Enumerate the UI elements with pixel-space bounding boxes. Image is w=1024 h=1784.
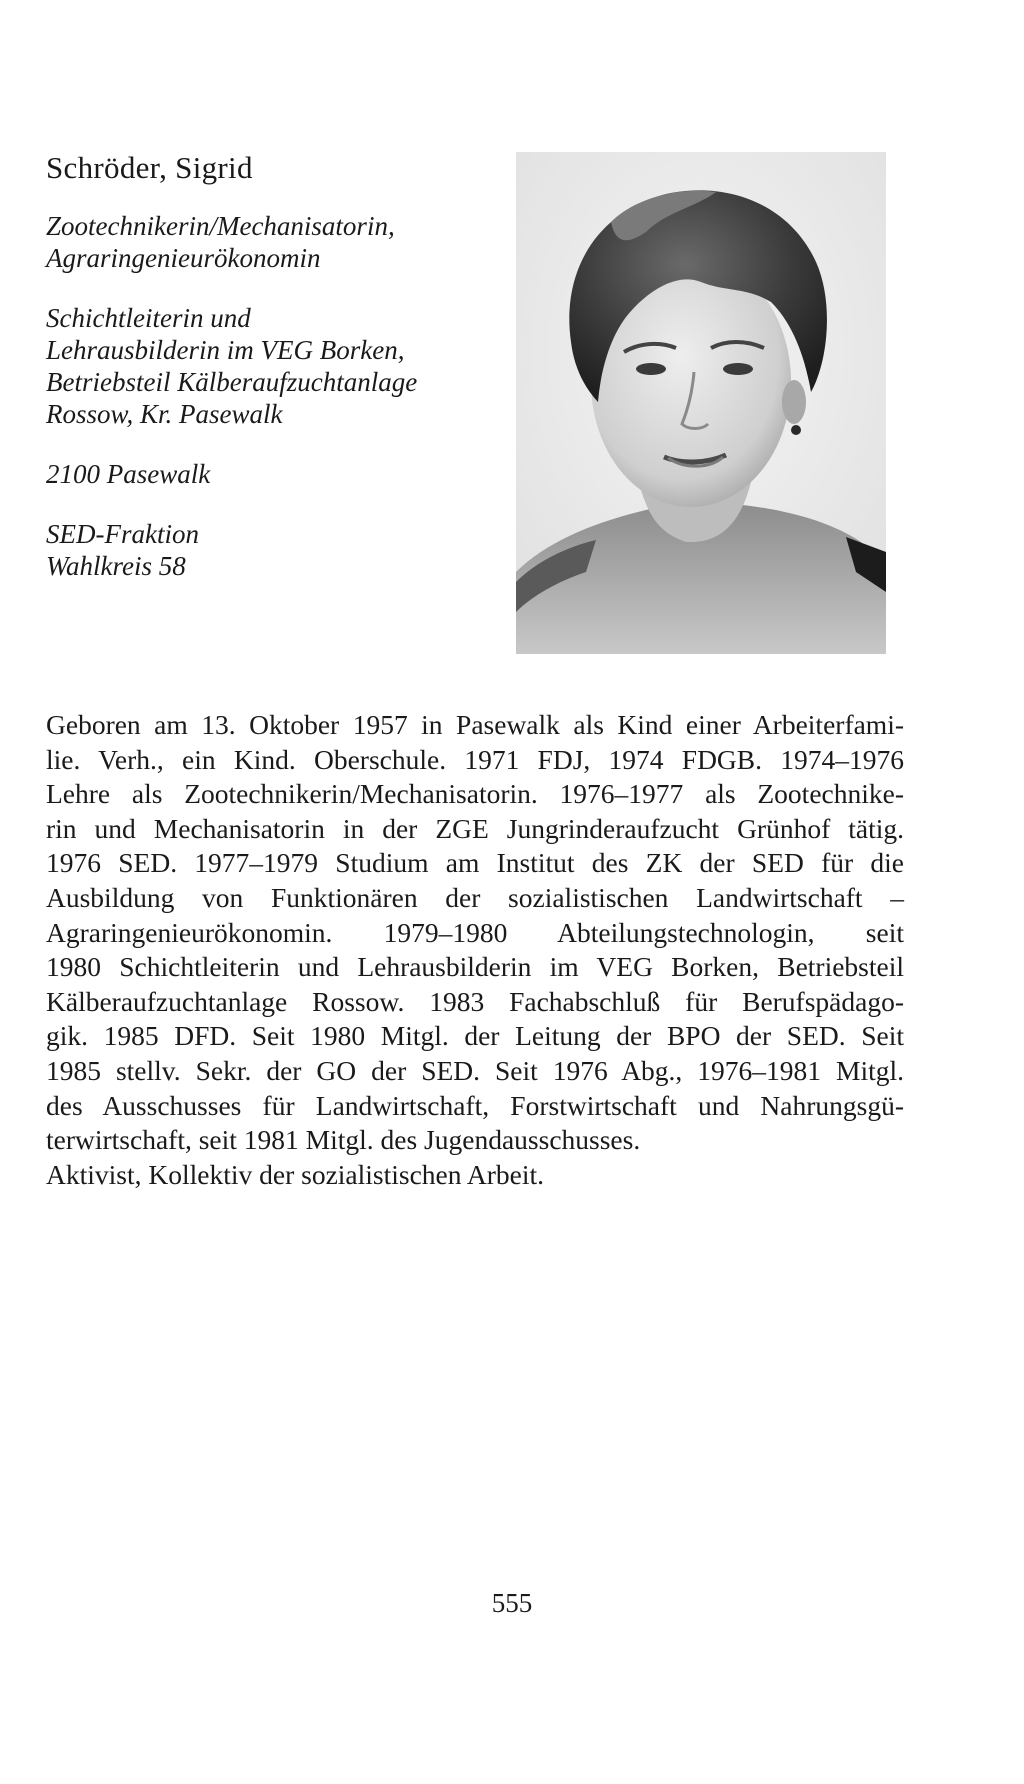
portrait-photo xyxy=(516,152,886,654)
profession-line: Agraringenieurökonomin xyxy=(46,243,321,273)
biography-line: Lehre als Zootechnikerin/Mechanisatorin. 1976–1977 als Zootechnike- xyxy=(46,778,904,810)
position-line: Betriebsteil Kälberaufzuchtanlage xyxy=(46,367,418,397)
biography-line: des Ausschusses für Landwirtschaft, Forstwirtschaft und Nahrungsgü- xyxy=(46,1089,904,1121)
biography-line: Kälberaufzuchtanlage Rossow. 1983 Fachabschluß für Berufspädago- xyxy=(46,985,904,1017)
page-number: 555 xyxy=(491,1588,533,1618)
person-name: Schröder, Sigrid xyxy=(46,150,253,185)
profession-line: Zootechnikerin/Mechanisatorin, xyxy=(46,211,395,241)
position-line: Schichtleiterin und xyxy=(46,303,251,333)
biography-line: Geboren am 13. Oktober 1957 in Pasewalk als Kind einer Arbeiterfami- xyxy=(46,709,904,740)
biography-line: lie. Verh., ein Kind. Oberschule. 1971 FDJ, 1974 FDGB. 1974–1976 xyxy=(46,743,904,775)
portrait-illustration xyxy=(516,152,886,654)
faction-line: SED-Fraktion xyxy=(46,519,199,549)
biography-line: rin und Mechanisatorin in der ZGE Jungrinderaufzucht Grünhof tätig. xyxy=(46,812,904,844)
biography-line: 1980 Schichtleiterin und Lehrausbilderin im VEG Borken, Betriebsteil xyxy=(46,951,904,983)
person-details xyxy=(46,210,516,610)
biography-line: Aktivist, Kollektiv der sozialistischen Arbeit. xyxy=(46,1158,544,1190)
biography-line: terwirtschaft, seit 1981 Mitgl. des Jugendausschusses. xyxy=(46,1124,641,1156)
faction xyxy=(46,518,516,582)
position-line: Rossow, Kr. Pasewalk xyxy=(46,399,283,429)
address xyxy=(46,458,516,490)
address-line: 2100 Pasewalk xyxy=(46,459,211,489)
biography-text xyxy=(46,708,904,1192)
profession xyxy=(46,210,516,274)
biography-line: gik. 1985 DFD. Seit 1980 Mitgl. der Leitung der BPO der SED. Seit xyxy=(46,1020,904,1052)
biography-line: 1976 SED. 1977–1979 Studium am Institut des ZK der SED für die xyxy=(46,847,904,879)
position-line: Lehrausbilderin im VEG Borken, xyxy=(46,335,405,365)
position xyxy=(46,302,516,430)
faction-line: Wahlkreis 58 xyxy=(46,551,186,581)
biography-line: Ausbildung von Funktionären der sozialistischen Landwirtschaft – xyxy=(46,881,904,913)
biography-line: Agraringenieurökonomin. 1979–1980 Abteilungstechnologin, seit xyxy=(46,916,904,948)
biography-line: 1985 stellv. Sekr. der GO der SED. Seit 1976 Abg., 1976–1981 Mitgl. xyxy=(46,1054,904,1086)
